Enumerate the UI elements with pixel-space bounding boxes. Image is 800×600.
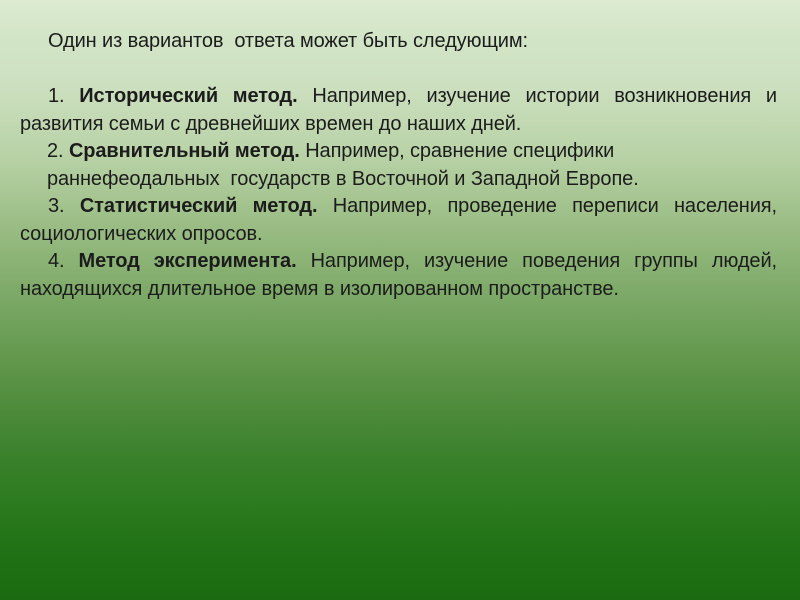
method-name: Сравнительный метод. bbox=[68, 140, 300, 162]
item-number: 3. bbox=[48, 195, 65, 217]
method-example: Например, сравнение специфики раннефеодальных государств в Восточной и Западной Европе. bbox=[47, 140, 639, 190]
method-example: Например, проведение переписи населения, социологических опросов. bbox=[20, 195, 783, 245]
item-number: 1. bbox=[48, 85, 65, 107]
method-item-experiment bbox=[20, 248, 783, 303]
method-name: Исторический метод. bbox=[79, 85, 298, 107]
answer-text-block bbox=[20, 28, 783, 303]
method-item-comparative bbox=[20, 138, 675, 193]
item-number: 4. bbox=[48, 250, 65, 272]
method-item-historical bbox=[20, 83, 783, 138]
method-example: Например, изучение истории возникновения и развития семьи с древнейших времен до наших дней. bbox=[20, 85, 783, 135]
item-number: 2. bbox=[47, 140, 64, 162]
method-item-statistical bbox=[20, 193, 783, 248]
method-name: Статистический метод. bbox=[79, 195, 318, 217]
intro-line: Один из вариантов ответа может быть следующим: bbox=[48, 30, 528, 52]
method-name: Метод эксперимента. bbox=[78, 250, 297, 272]
method-example: Например, изучение поведения группы людей, находящихся длительное время в изолированном пространстве. bbox=[20, 250, 783, 300]
